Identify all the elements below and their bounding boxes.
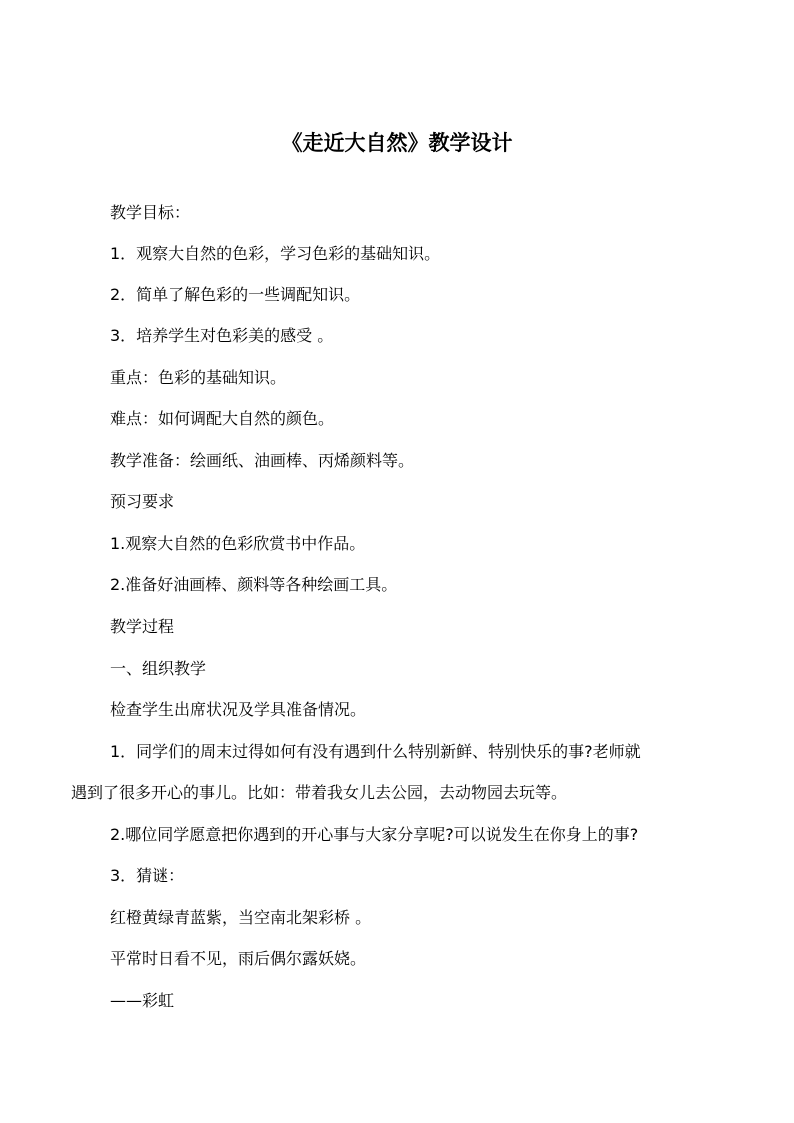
text-line: 一、组织教学 — [110, 659, 207, 678]
text-line: 平常时日看不见，雨后偶尔露妖娆。 — [110, 949, 367, 968]
text-line: 3．培养学生对色彩美的感受 。 — [110, 326, 334, 345]
text-line: 遇到了很多开心的事儿。比如：带着我女儿去公园，去动物园去玩等。 — [71, 783, 568, 802]
text-line: 1.观察大自然的色彩欣赏书中作品。 — [110, 534, 366, 553]
text-line: 重点：色彩的基础知识。 — [110, 368, 287, 387]
text-line: 1．观察大自然的色彩，学习色彩的基础知识。 — [110, 244, 441, 263]
text-line: 难点：如何调配大自然的颜色。 — [110, 409, 335, 428]
text-line: 预习要求 — [110, 492, 175, 511]
text-line: 2.哪位同学愿意把你遇到的开心事与大家分享呢?可以说发生在你身上的事? — [110, 825, 639, 844]
text-line: 3．猜谜： — [110, 866, 185, 885]
text-line: 教学过程 — [110, 617, 175, 636]
text-line: 红橙黄绿青蓝紫，当空南北架彩桥 。 — [110, 908, 372, 927]
document-title: 《走近大自然》教学设计 — [281, 131, 513, 155]
text-line: 2．简单了解色彩的一些调配知识。 — [110, 285, 361, 304]
text-line: 教学准备：绘画纸、油画棒、丙烯颜料等。 — [110, 451, 415, 470]
text-line: 检查学生出席状况及学具准备情况。 — [110, 700, 367, 719]
text-line: 教学目标： — [110, 203, 191, 222]
text-line: 2.准备好油画棒、颜料等各种绘画工具。 — [110, 575, 398, 594]
text-line: ——彩虹 — [110, 991, 175, 1010]
text-line: 1．同学们的周末过得如何有没有遇到什么特别新鲜、特别快乐的事?老师就 — [110, 742, 641, 761]
